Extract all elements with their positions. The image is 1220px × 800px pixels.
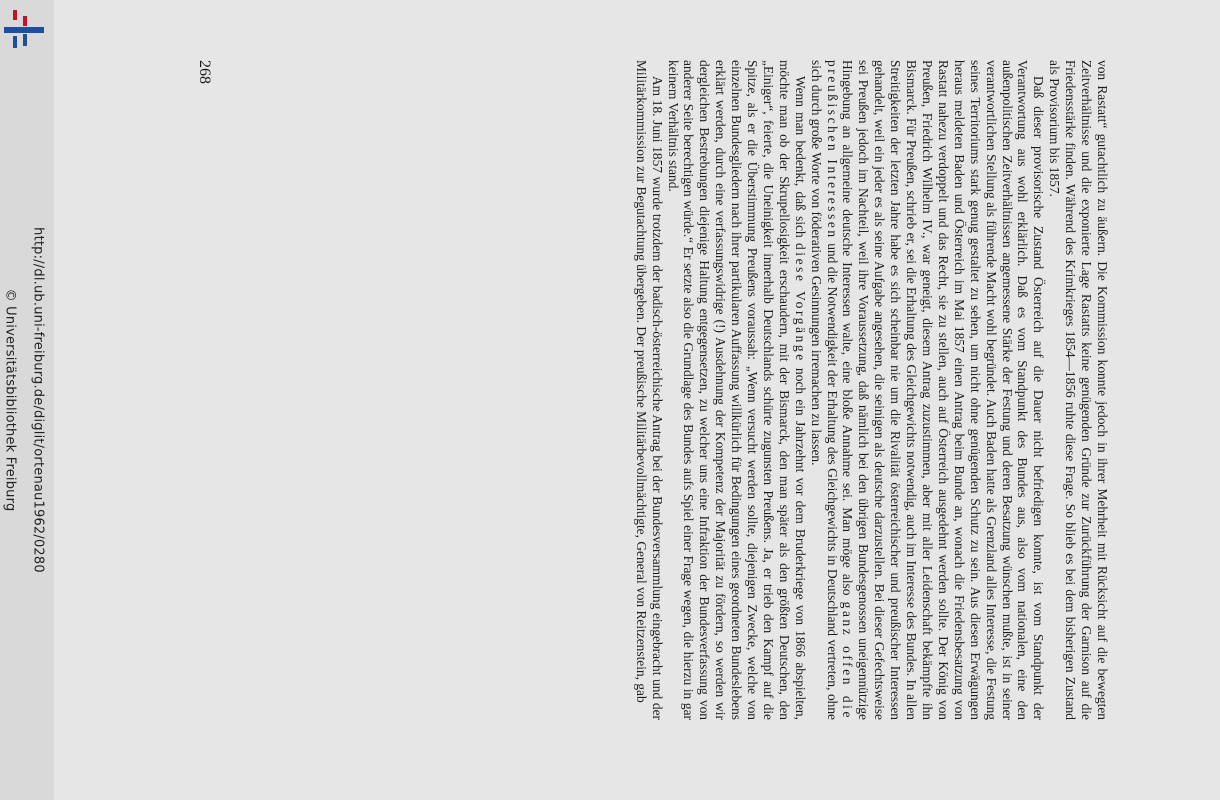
paragraph-3-tail: noch ein Jahrzehnt vor dem Bruderkriege von 1866 abspielten, möchte man ob der Skrupellosigkeit erschaudern, mit der Bismarck, den man später als den größten Deutschen, den „Einiger“, feierte, die Uneinigkeit innerhalb Deutschlands schürte zugunsten Preußens. Ja, er trieb den Kampf auf die Spitze, als er die Überstimmung Preußens voraussah: „Wenn versucht werden sollte, diejenigen Zwecke, welche von einzelnen Bundesgliedern nach ihrer partikularen Auffassung willkürlich für Bedingungen eines geordneten Bundeslebens erklärt werden, durch eine verfassungswidrige (!) Ausdehnung der Kompetenz der Majorität zu fördern, so werden wir dergleichen Bestrebungen diejenige Haltung entgegensetzen, zu welcher uns eine Infraktion der Bundesverfassung von anderer Seite berechtigen würde.“ Er setzte also die Grundlage des Bundes aufs Spiel einer Frage wegen, die hierzu in gar keinem Verhältnis stand. [665,60,808,720]
paragraph-4: Am 18. Juni 1857 wurde trotzdem der badisch-österreichische Antrag bei der Bundesversammlung eingebracht und der Militärkommission zur Begutachtung übergeben. Der preußische Militärbevollmächtigte, General von Reitzenstein, gab [633,60,665,720]
paragraph-3 [665,60,808,720]
page-body-text [633,60,1110,720]
left-sidebar [0,0,54,800]
emphasized-text: ganz offen die preußischen Interessen [824,60,856,720]
ub-freiburg-logo-icon [2,8,48,52]
scanned-page [54,0,1220,800]
paragraph-1: von Rastatt“ gutachtlich zu äußern. Die Kommission konnte jedoch in ihrer Mehrheit mit Rücksicht auf die bewegten Zeitverhältnisse und die exponierte Lage Rastatts keine genügenden Gründe zur Zurückführung der Garnison auf die Friedensstärke finden. Während des Krimkrieges 1854—1856 ruhte diese Frage. So blieb es bei dem bisherigen Zustand als Provisorium bis 1857. [1047,60,1110,720]
paragraph-2-text: Daß dieser provisorische Zustand Österreich auf die Dauer nicht befriedigen konnte, ist vom Standpunkt der Verantwortung aus wohl erklärlich. Daß es vom Standpunkt des Bundes aus, also vom nationalen, eine den außenpolitischen Zeitverhältnissen angemessene Stärke der Festung und deren Besatzung wünschen mußte, ist in seiner verantwortlichen Stellung als führende Macht wohl begründet. Auch Baden hatte als Grenzland alles Interesse, die Festung seines Territoriums stark genug gestaltet zu sehen, um nicht ohne genügenden Schutz zu sein. Aus diesen Erwägungen heraus meldeten Baden und Österreich im Mai 1857 einen Antrag beim Bunde an, wonach die Friedensbesatzung von Rastatt nahezu verdoppelt und das Recht, sie zu stellen, auch auf Österreich ausgedehnt werden sollte. Der König von Preußen, Friedrich Wilhelm IV., war geneigt, diesem Antrag zuzustimmen, aber mit aller Leidenschaft bekämpfte ihn Bismarck. Für Preußen, schrieb er, sei die Erhaltung des Gleichgewichts notwendig, auch im Interesse des Bundes. In allen Streitigkeiten der letzten Jahre habe es sich scheinbar nie um die Rivalität österreichischer und preußischer Interessen gehandelt, weil ein jeder es als seine Aufgabe angesehen, die seinigen als deutsche darzustellen. Bei dieser Gefechtsweise sei Preußen jedoch im Nachteil, weil ihre Voraussetzung, daß nämlich bei den übrigen Bundesgenossen uneigennützige Hingebung an allgemeine deutsche Interessen walte, eine bloße Annahme sei. Man möge also [840,60,1047,720]
paragraph-3-text: Wenn man bedenkt, daß sich [792,76,808,238]
emphasized-text: diese Vorgänge [792,242,808,363]
page-area [54,0,1220,800]
source-url[interactable]: http://dl.ub.uni-freiburg.de/diglit/ortenau1962/0280 [30,227,46,573]
paragraph-2 [808,60,1047,720]
paragraph-2-tail: und die Notwendigkeit der Erhaltung des Gleichgewichts in Deutschland vertreten, ohne sich durch große Worte von föderativen Gesinnungen irremachen zu lassen. [808,60,840,720]
copyright-notice: © Universitätsbibliothek Freiburg [2,288,18,512]
page-number: 268 [196,60,213,84]
